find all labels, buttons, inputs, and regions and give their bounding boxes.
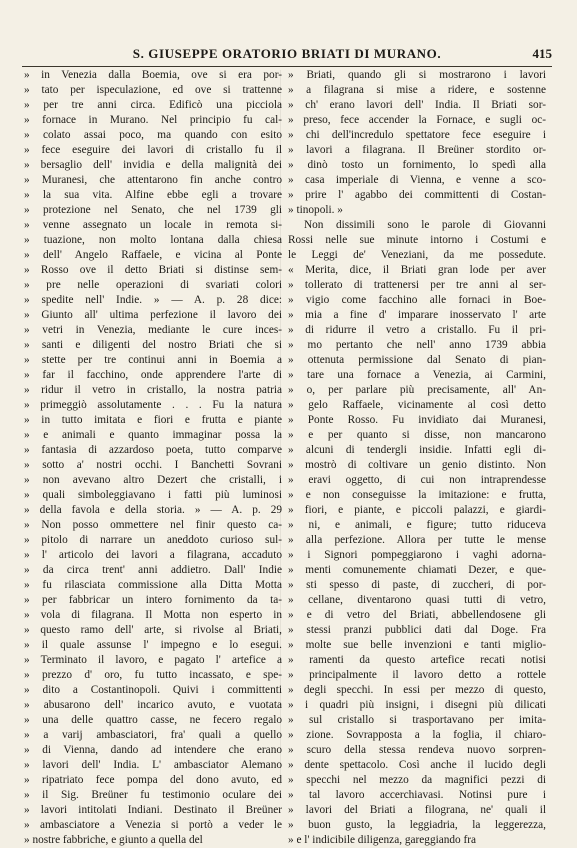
- text-line: » alcuni di tendergli insidie. Infatti egli di-: [288, 444, 546, 456]
- text-line: Rossi nelle sue minute intorno i Costumi e: [288, 234, 546, 246]
- text-line: » abusarono dell' incarico avuto, e vuotata: [24, 699, 282, 711]
- text-line: » non avevano altro Dezert che cristalli, i: [24, 474, 282, 486]
- text-line: » tal lavoro accerchiavasi. Notinsi pure i: [288, 789, 546, 801]
- text-line: » Giunto all' ultima perfezione il lavoro dei: [24, 309, 282, 321]
- text-line: » ripatriato fece pompa del dono avuto, ed: [24, 774, 282, 786]
- text-line: » colato assai poco, ma quando con esito: [24, 129, 282, 141]
- text-line: » per tre anni circa. Edificò una picciola: [24, 99, 282, 111]
- text-line: » prire l' agabbo dei committenti di Costan-: [288, 189, 546, 201]
- text-line: » molte sue belle invenzioni e tanti miglio-: [288, 639, 546, 651]
- text-line: » la sua vita. Alfine ebbe egli a trovare: [24, 189, 282, 201]
- text-line: » bersaglio dell' invidia e della malignità dei: [24, 159, 282, 171]
- text-line: » santi e diligenti del nostro Briati che si: [24, 339, 282, 351]
- text-line: » fece eseguire dei lavori di cristallo fu il: [24, 144, 282, 156]
- text-line: » Rosso ove il detto Briati si distinse sem-: [24, 264, 282, 276]
- text-line: » lavori del Briati a filograna, ne' quali il: [288, 804, 546, 816]
- text-line: » e animali e quanto immaginar possa la: [24, 429, 282, 441]
- text-line: » in tutto imitata e fiori e frutta e piante: [24, 414, 282, 426]
- text-line: » protezione nel Senato, che nel 1739 gli: [24, 204, 282, 216]
- text-line: » e per quanto si disse, non mancarono: [288, 429, 546, 441]
- text-line: » fiori, e piante, e piccoli palazzi, e giardi-: [288, 504, 546, 516]
- text-line: » ni, e animali, e figure; tutto riduceva: [288, 519, 546, 531]
- text-line: » menti comunemente chiamati Dezer, e que-: [288, 564, 546, 576]
- text-line: » principalmente il lavoro detto a rottele: [288, 669, 546, 681]
- text-line: » eravi oggetto, di cui non intraprendesse: [288, 474, 546, 486]
- text-line: » lavori intitolati Indiani. Destinato il Breüner: [24, 804, 282, 816]
- text-line: » pre nelle operazioni di svariati colori: [24, 279, 282, 291]
- text-line: » scuro della stessa rendeva nuovo sorpren-: [288, 744, 546, 756]
- text-line: » pitolo di narrare un aneddoto curioso sul-: [24, 534, 282, 546]
- text-line: » degli specchi. In essi per mezzo di questo,: [288, 684, 546, 696]
- text-line: » tollerato di trattenersi per tre anni al ser-: [288, 279, 546, 291]
- text-line: » lavori dell' India. L' ambasciator Alemano: [24, 759, 282, 771]
- text-line: » o, per parlare più precisamente, all' An-: [288, 384, 546, 396]
- text-line: » mia a fine d' imparare inosservato l' arte: [288, 309, 546, 321]
- text-line: » e l' indicibile diligenza, gareggiando fra: [288, 834, 477, 846]
- header-rule: [22, 66, 552, 67]
- text-line: » prezzo d' oro, fu tutto incassato, e spe-: [24, 669, 282, 681]
- text-line: » sti spesso di paste, di zuccheri, di por-: [288, 579, 546, 591]
- text-line: » ch' erano lavori dell' India. Il Briati sor-: [288, 99, 546, 111]
- text-line: » ridur il vetro in cristallo, la nostra patria: [24, 384, 282, 396]
- text-line: » il Sig. Breüner fu testimonio oculare dei: [24, 789, 282, 801]
- page-number: 415: [532, 46, 552, 61]
- text-line: » tuazione, non molto lontana dalla chiesa: [24, 234, 282, 246]
- text-line: » spedite nell' Indie. » — A. p. 28 dice:: [24, 294, 282, 306]
- text-line: » questo ramo dell' arte, si rivolse al Briati,: [24, 624, 282, 636]
- text-line: » Briati, quando gli si mostrarono i lavori: [288, 69, 546, 81]
- text-line: » l' articolo dei lavori a filagrana, accaduto: [24, 549, 282, 561]
- text-line: » stessi pranzi pubblici dati dal Doge. Fra: [288, 624, 546, 636]
- text-line: » ramenti da questo artefice recati notisi: [288, 654, 546, 666]
- text-line: » gelo Raffaele, vicinamente al così detto: [288, 399, 546, 411]
- text-line: » una delle quattro casse, ne fecero regalo: [24, 714, 282, 726]
- text-line: » Muranesi, che attentarono fin anche contro: [24, 174, 282, 186]
- text-line: » primeggiò assolutamente . . . Fu la natura: [24, 399, 282, 411]
- text-line: » per fabbricar un intero fornimento da ta-: [24, 594, 282, 606]
- text-line: » Non posso ommettere nel finir questo ca-: [24, 519, 282, 531]
- text-line: » nostre fabbriche, e giunto a quella del: [24, 834, 203, 846]
- text-line: » sotto a' nostri occhi. I Banchetti Sovrani: [24, 459, 282, 471]
- text-line: » dente spettacolo. Così anche il lucido degli: [288, 759, 546, 771]
- text-line: » stette per tre continui anni in Boemia a: [24, 354, 282, 366]
- text-line: » dell' Angelo Raffaele, e vicina al Ponte: [24, 249, 282, 261]
- left-column: [24, 68, 282, 848]
- text-line: « Merita, dice, il Briati gran lode per aver: [288, 264, 546, 276]
- text-line: » i quadri più insigni, i disegni più dilicati: [288, 699, 546, 711]
- text-line: » fantasia di azzardoso poeta, tutto comparve: [24, 444, 282, 456]
- text-line: le Leggi de' Veneziani, da me possedute.: [288, 249, 546, 261]
- text-line: Non dissimili sono le parole di Giovanni: [304, 219, 546, 231]
- text-line: » ottenuta permissione dal Senato di pian-: [288, 354, 546, 366]
- text-line: » i Signori pompeggiarono i vaghi adorna-: [288, 549, 546, 561]
- text-line: » zione. Sovrapposta a la foglia, il chiaro-: [288, 729, 546, 741]
- text-line: » Ponte Rosso. Fu invidiato dai Muranesi,: [288, 414, 546, 426]
- text-line: » mo pertanto che nell' anno 1739 abbia: [288, 339, 546, 351]
- text-line: » vigio come facchino alle fornaci in Boe-: [288, 294, 546, 306]
- text-line: » a filagrana si mise a ridere, e sostenne: [288, 84, 546, 96]
- text-line: » e non conseguisse la imitazione: e frutta,: [288, 489, 546, 501]
- text-line: » specchi nel mezzo da magnifici pezzi di: [288, 774, 546, 786]
- page-title: S. GIUSEPPE ORATORIO BRIATI DI MURANO.: [132, 46, 442, 61]
- text-line: » tato per ispeculazione, ed ove si trattenne: [24, 84, 282, 96]
- text-line: » casa imperiale di Vienna, e venne a sco-: [288, 174, 546, 186]
- text-line: » fu rilasciata commissione alla Ditta Motta: [24, 579, 282, 591]
- text-line: » lavori a filagrana. Il Breüner stordito or-: [288, 144, 546, 156]
- text-line: » il quale assunse l' impegno e lo esegui.: [24, 639, 282, 651]
- text-line: » sul cristallo si trasportavano per imita-: [288, 714, 546, 726]
- text-line: » vola di filagrana. Il Motta non esperto in: [24, 609, 282, 621]
- text-line: » di Vienna, dando ad intendere che erano: [24, 744, 282, 756]
- text-line: » e di vetro del Briati, abbellendosene gli: [288, 609, 546, 621]
- text-line: » chi dell'incredulo spettatore fece eseguire i: [288, 129, 546, 141]
- text-line: » della favola e della storia. » — A. p. 29: [24, 504, 282, 516]
- text-line: » preso, fece accender la Fornace, e sugli oc-: [288, 114, 546, 126]
- text-line: » dinò tosto un fornimento, lo spedì alla: [288, 159, 546, 171]
- text-line: » da circa trent' anni addietro. Dall' Indie: [24, 564, 282, 576]
- running-header: [22, 46, 552, 64]
- text-line: » tinopoli. »: [288, 204, 343, 216]
- text-line: » tare una fornace a Venezia, ai Carmini,: [288, 369, 546, 381]
- text-line: » cellane, diventarono quasi tutti di vetro,: [288, 594, 546, 606]
- text-line: » di ridurre il vetro a cristallo. Fu il pri-: [288, 324, 546, 336]
- text-line: » a varij ambasciatori, fra' quali a quello: [24, 729, 282, 741]
- text-line: » far il facchino, onde apprendere l'arte di: [24, 369, 282, 381]
- text-line: » in Venezia dalla Boemia, ove si era por-: [24, 69, 282, 81]
- text-line: » vetri in Venezia, mediante le cure inces-: [24, 324, 282, 336]
- right-column: [288, 68, 546, 848]
- text-line: » venne assegnato un locale in remota si-: [24, 219, 282, 231]
- text-line: » dito a Costantinopoli. Quivi i committenti: [24, 684, 282, 696]
- text-line: » Terminato il lavoro, e pagato l' artefice a: [24, 654, 282, 666]
- text-line: » alla perfezione. Allora per tutte le mense: [288, 534, 546, 546]
- text-line: » mostrò di coltivare un genio distinto. Non: [288, 459, 546, 471]
- text-line: » fornace in Murano. Nel principio fu cal-: [24, 114, 282, 126]
- text-line: » ambasciatore a Venezia si portò a veder le: [24, 819, 282, 831]
- text-line: » quali simboleggiavano i fatti più luminosi: [24, 489, 282, 501]
- text-line: » buon gusto, la leggiadria, la leggerezza,: [288, 819, 546, 831]
